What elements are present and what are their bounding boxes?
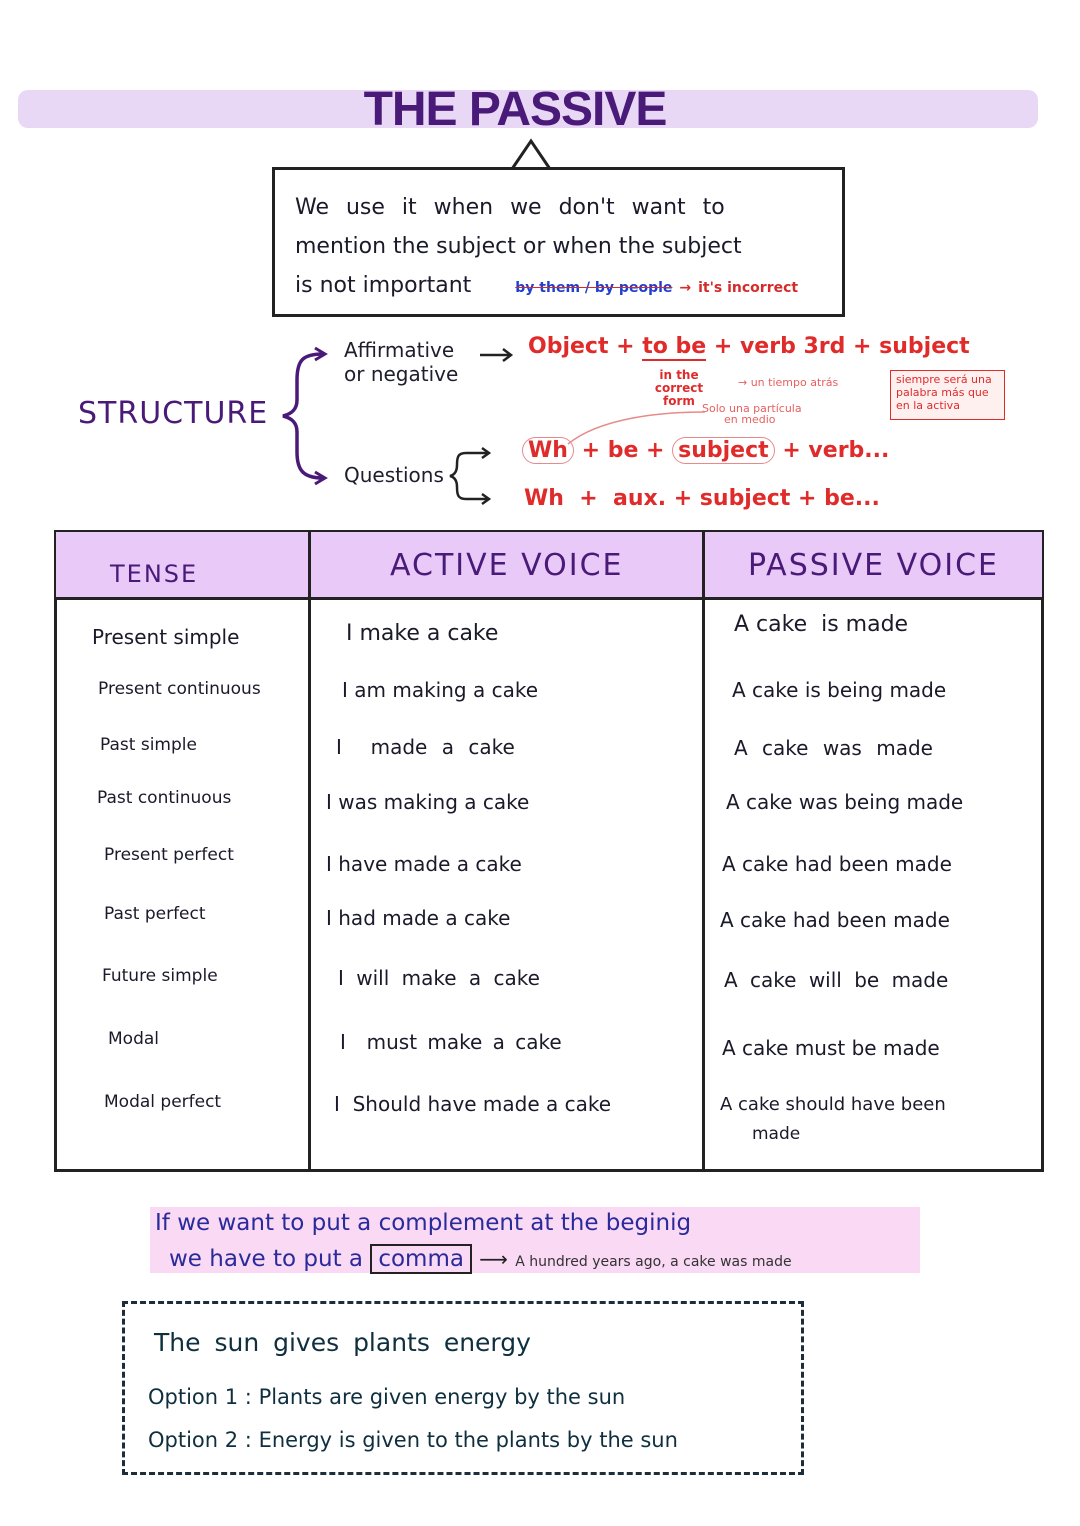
comma-box: comma: [370, 1244, 472, 1274]
table-row-active: I must make a cake: [340, 1030, 562, 1054]
option-2: [148, 1428, 678, 1452]
formula-object: Object +: [528, 334, 635, 359]
table-row-passive: A cake was made: [734, 736, 933, 760]
definition-line-1: We use it when we don't want to: [295, 195, 725, 220]
header-passive-voice: PASSIVE VOICE: [748, 548, 999, 583]
note-particle-line-2: en medio: [724, 413, 776, 426]
header-active-voice: ACTIVE VOICE: [390, 548, 624, 583]
note-correct-form-line-2: form: [663, 394, 695, 408]
arrow-icon: [478, 346, 516, 364]
option-2-text: Energy is given to the plants by the sun: [258, 1428, 678, 1452]
table-row-passive-cont: made: [752, 1124, 801, 1144]
table-row-passive: A cake is being made: [732, 678, 947, 702]
formula-verb: + verb...: [782, 438, 890, 463]
table-row-tense: Modal perfect: [104, 1092, 222, 1112]
table-row-active: I am making a cake: [342, 678, 538, 702]
option-1-text: Plants are given energy by the sun: [258, 1385, 626, 1409]
table-row-active: I make a cake: [346, 621, 499, 646]
complement-example: A hundred years ago, a cake was made: [515, 1254, 792, 1270]
table-row-tense: Present perfect: [104, 845, 234, 865]
table-row-active: I had made a cake: [326, 906, 511, 930]
affirmative-formula: [528, 334, 970, 359]
crossed-out-by-them: by them / by people: [515, 280, 673, 296]
note-tense: → un tiempo atrás: [738, 376, 839, 389]
table-row-passive: A cake is made: [734, 612, 909, 637]
table-row-passive: A cake had been made: [720, 908, 950, 932]
table-row-tense: Modal: [108, 1029, 159, 1049]
table-divider-2: [702, 530, 705, 1172]
table-row-passive: A cake should have been: [720, 1094, 946, 1115]
table-row-passive: A cake will be made: [724, 968, 949, 992]
complement-line-1: If we want to put a complement at the beginig: [155, 1210, 692, 1236]
affirmative-label: [344, 338, 458, 386]
table-row-passive: A cake was being made: [726, 790, 964, 814]
complement-line-2: [155, 1241, 935, 1280]
formula-rest: + verb 3rd + subject: [713, 334, 970, 359]
header-tense: TENSE: [110, 560, 199, 588]
affirmative-label-line-2: or negative: [344, 362, 459, 386]
definition-line-2: mention the subject or when the subject: [295, 234, 742, 259]
option-2-label: Option 2 :: [148, 1428, 252, 1452]
callout-pointer: [508, 138, 554, 170]
table-row-tense: Past perfect: [104, 904, 206, 924]
example-sentence: The sun gives plants energy: [154, 1328, 531, 1357]
questions-label: Questions: [344, 463, 444, 487]
definition-line-3-text: is not important: [295, 273, 472, 298]
question-formula-1: [522, 438, 889, 463]
table-row-active: I Should have made a cake: [334, 1092, 612, 1116]
table-row-active: I have made a cake: [326, 852, 522, 876]
complement-line-2-text: we have to put a: [169, 1246, 364, 1272]
option-1-label: Option 1 :: [148, 1385, 252, 1409]
table-row-tense: Present continuous: [98, 679, 261, 699]
table-row-tense: Past simple: [100, 735, 197, 755]
note-correct-form-line-1: in the correct: [654, 368, 704, 395]
arrow-icon: →: [679, 280, 692, 296]
note-particle-line-1: Solo una partícula: [702, 402, 802, 415]
option-1: [148, 1385, 625, 1409]
question-formula-2: Wh + aux. + subject + be...: [524, 486, 880, 511]
complement-note: [155, 1205, 935, 1280]
table-row-tense: Past continuous: [97, 788, 232, 808]
formula-subject: subject: [672, 437, 775, 464]
note-particle: [702, 403, 802, 425]
incorrect-note: it's incorrect: [698, 280, 799, 296]
table-row-active: I will make a cake: [338, 966, 540, 990]
table-divider-1: [308, 530, 311, 1172]
definition-line-3: [295, 266, 835, 308]
note-box: siempre será una palabra más que en la activa: [890, 370, 1005, 420]
table-row-tense: Future simple: [102, 966, 218, 986]
structure-brace: [275, 340, 335, 490]
questions-brace: [448, 445, 493, 507]
table-row-tense: Present simple: [92, 625, 240, 649]
definition-text: [295, 188, 835, 308]
formula-be: + be +: [581, 438, 665, 463]
structure-label: STRUCTURE: [78, 396, 269, 431]
arrow-icon: ⟶: [479, 1247, 508, 1271]
table-row-passive: A cake must be made: [722, 1036, 940, 1060]
formula-to-be: to be: [642, 334, 707, 359]
table-row-active: I made a cake: [336, 735, 515, 759]
formula-wh: Wh: [522, 437, 574, 464]
table-row-active: I was making a cake: [326, 790, 530, 814]
affirmative-label-line-1: Affirmative: [344, 338, 455, 362]
page-title: THE PASSIVE: [363, 83, 667, 136]
table-row-passive: A cake had been made: [722, 852, 952, 876]
